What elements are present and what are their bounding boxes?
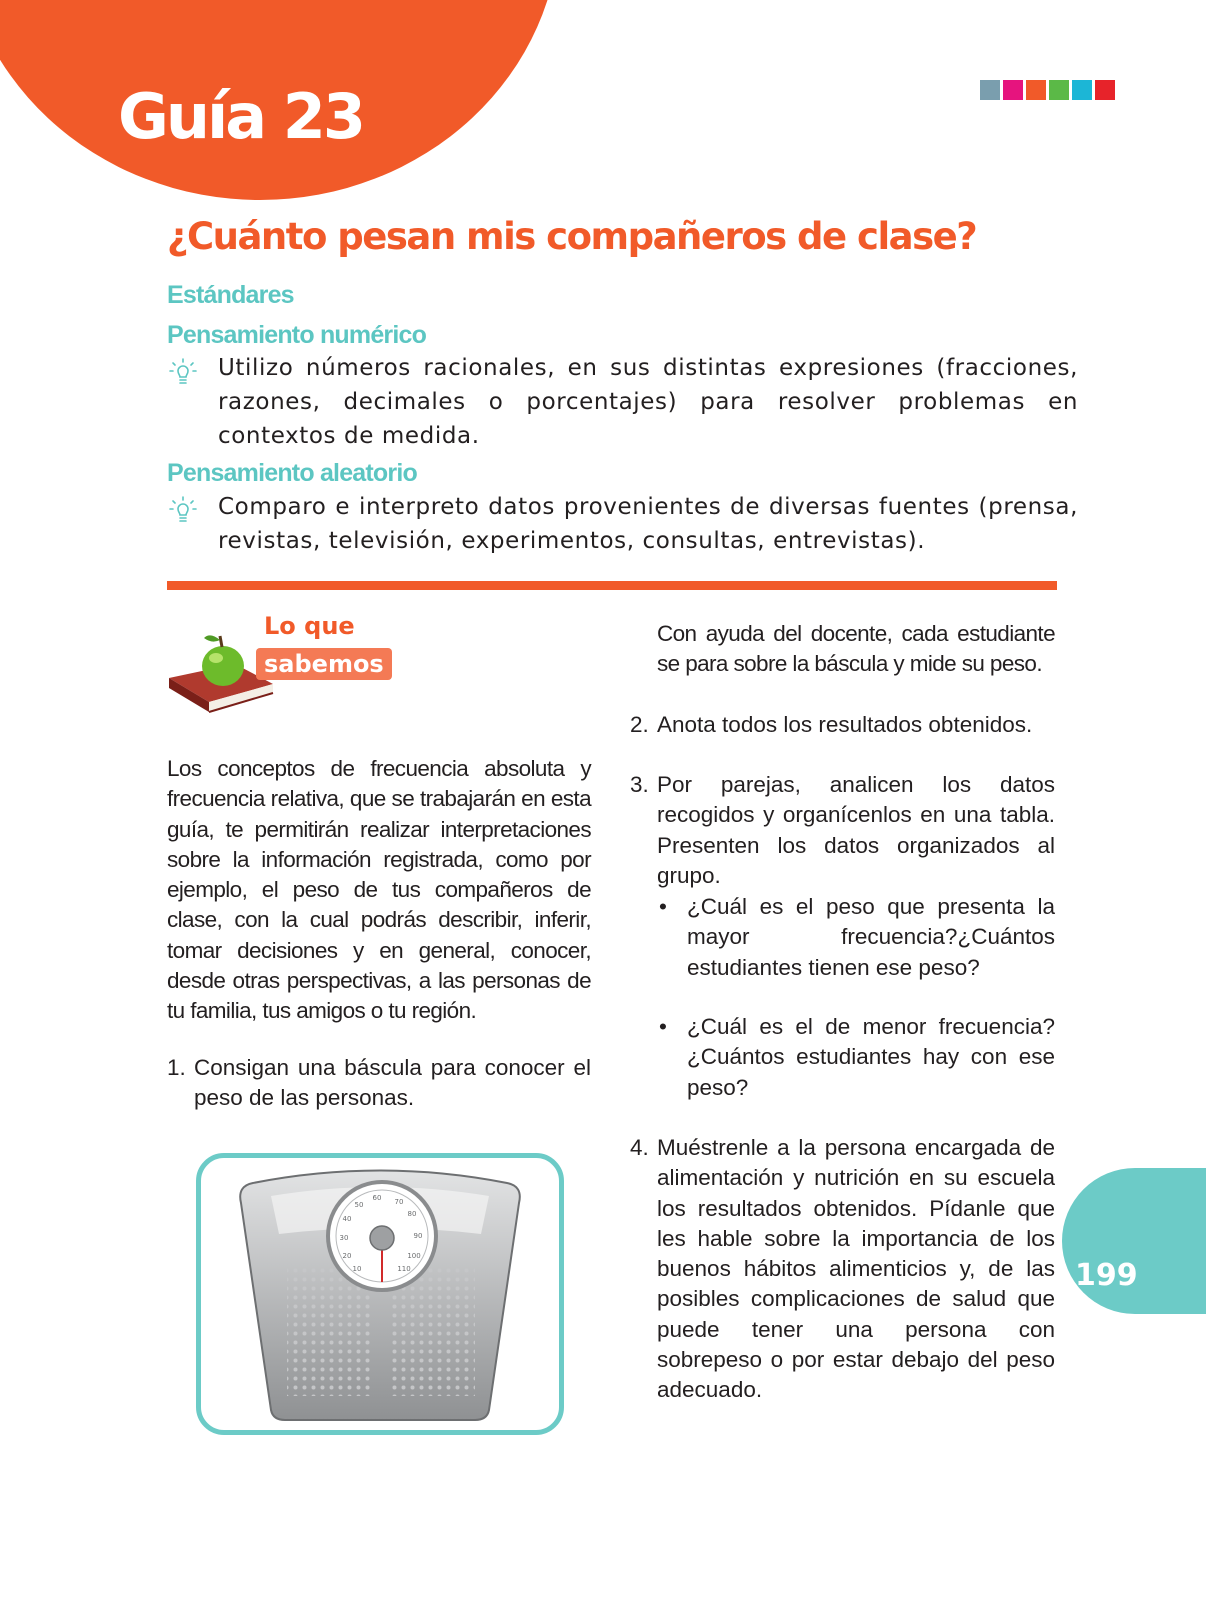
dial-label: 70: [394, 1198, 404, 1206]
intro-paragraph: Los conceptos de frecuencia absoluta y frecuencia relativa, que se trabajarán en esta guía, te permitirán realizar interpretaciones sobre la información registrada, como por ejemplo, el peso de tus compañeros de clase, con la cual podrás describir, inferir, tomar decisiones y en general, conocer, desde otras perspectivas, a las personas de tu familia, tus amigos o tu región.: [167, 756, 591, 1024]
page-number: 199: [1075, 1258, 1138, 1293]
step-item: [630, 710, 1055, 740]
question-item: [657, 1012, 1055, 1103]
color-swatch: [1003, 80, 1023, 100]
lightbulb-icon: [169, 358, 197, 386]
step-text: Muéstrenle a la persona encargada de alimentación y nutrición en su escuela los resultados obtenidos. Pídanle que les hable sobre la importancia de los buenos hábitos alimenticios y, de las posibles complicaciones de salud que puede tener una persona con sobrepeso o por estar debajo del peso adecuado.: [657, 1135, 1055, 1403]
color-swatches: [980, 80, 1115, 100]
standard-heading-numeric: Pensamiento numérico: [167, 321, 427, 349]
color-swatch: [1072, 80, 1092, 100]
scale-illustration-frame: [196, 1153, 564, 1435]
question-text: ¿Cuál es el de menor frecuencia? ¿Cuántos estudiantes hay con ese peso?: [687, 1014, 1055, 1100]
lo-que-label: Lo que: [264, 612, 355, 640]
section-divider: [167, 581, 1057, 590]
dial-label: 10: [352, 1265, 362, 1273]
dial-label: 90: [413, 1232, 423, 1240]
step-text: Consigan una báscula para conocer el peso de las personas.: [194, 1055, 591, 1111]
question-text: ¿Cuál es el peso que presenta la mayor frecuencia?¿Cuántos estudiantes tienen ese peso?: [687, 894, 1055, 980]
dial-label: 60: [372, 1194, 382, 1202]
dial-label: 50: [354, 1201, 364, 1209]
step-item: [630, 1133, 1055, 1406]
standard-text-numeric: Utilizo números racionales, en sus distintas expresiones (fracciones, razones, decimales o porcentajes) para resolver problemas en contextos de medida.: [218, 355, 1078, 449]
step-text: Con ayuda del docente, cada estudiante se para sobre la báscula y mide su peso.: [657, 621, 1055, 677]
guide-number: Guía 23: [118, 80, 363, 153]
page-title: ¿Cuánto pesan mis compañeros de clase?: [167, 215, 977, 258]
sabemos-label: sabemos: [256, 648, 392, 680]
step-item: [630, 770, 1055, 891]
dial-label: 40: [342, 1215, 352, 1223]
standard-heading-random: Pensamiento aleatorio: [167, 459, 417, 487]
dial-label: 80: [407, 1210, 417, 1218]
question-item: [657, 892, 1055, 983]
bathroom-scale-icon: [201, 1158, 559, 1430]
step-text: Por parejas, analicen los datos recogidos y organícenlos en una tabla. Presenten los datos organizados al grupo.: [657, 772, 1055, 888]
dial-label: 100: [407, 1252, 421, 1260]
bullet: •: [659, 1014, 667, 1039]
bullet: •: [659, 894, 667, 919]
color-swatch: [980, 80, 1000, 100]
step-number: 1.: [167, 1055, 186, 1080]
color-swatch: [1049, 80, 1069, 100]
step-number: 2.: [630, 712, 649, 737]
step-text: Anota todos los resultados obtenidos.: [657, 712, 1033, 737]
dial-label: 20: [342, 1252, 352, 1260]
dial-label: 30: [339, 1234, 349, 1242]
step-number: 4.: [630, 1135, 649, 1160]
step-item: [630, 619, 1055, 680]
color-swatch: [1095, 80, 1115, 100]
lightbulb-icon: [169, 496, 197, 524]
step-item: [167, 1053, 591, 1114]
standards-heading: Estándares: [167, 281, 294, 309]
standard-text-random: Comparo e interpreto datos provenientes de diversas fuentes (prensa, revistas, televisión, experimentos, consultas, entrevistas).: [218, 494, 1078, 554]
color-swatch: [1026, 80, 1046, 100]
step-number: 3.: [630, 772, 649, 797]
dial-label: 110: [397, 1265, 411, 1273]
step-number: [630, 619, 657, 680]
